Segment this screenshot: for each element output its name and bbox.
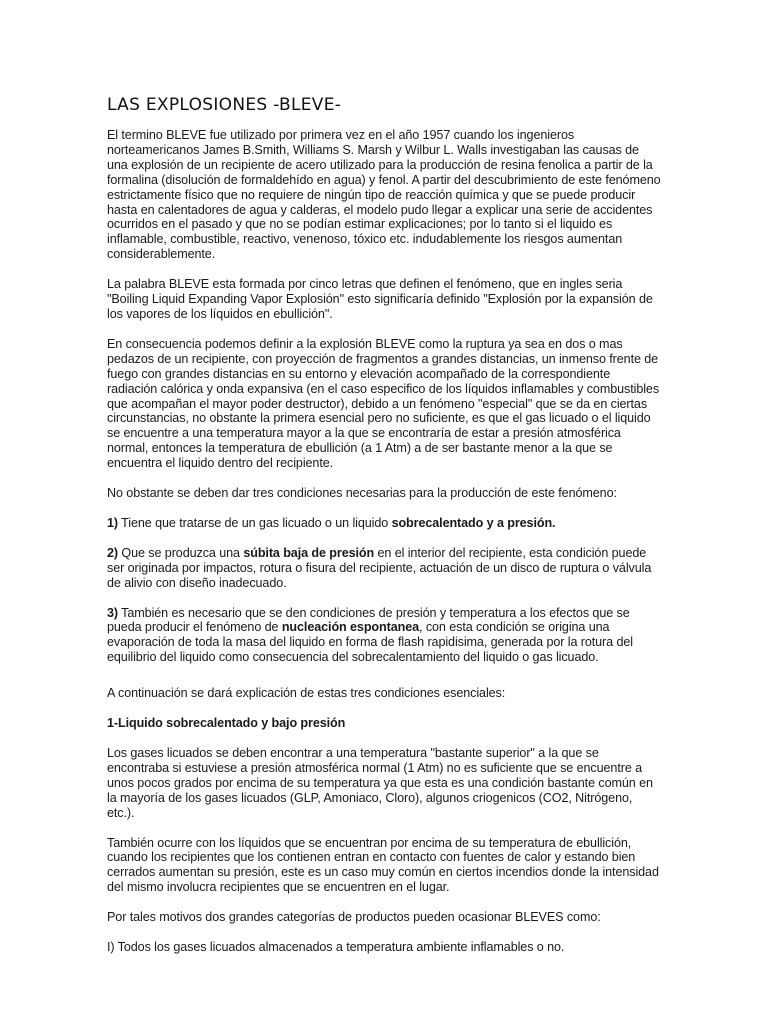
section-heading bbox=[107, 716, 662, 731]
condition-2-text-b: en el interior del recipiente, esta condición puede ser originada por impactos, rotura o fisura del recipiente, actuación de un disco de ruptura o válvula de alivio con diseño inadecuado. bbox=[107, 545, 652, 590]
document-body bbox=[107, 128, 662, 970]
condition-2-text-a: Que se produzca una bbox=[118, 545, 244, 560]
condition-3-number: 3) bbox=[107, 605, 118, 620]
condition-3-text-b: , con esta condición se origina una evaporación de toda la masa del liquido en forma de flash rapidisima, generada por la rotura del equilibrio del liquido como consecuencia del sobrecalentamiento del liquido o gas licuado. bbox=[107, 620, 633, 665]
condition-1-bold: sobrecalentado y a presión. bbox=[391, 515, 556, 530]
paragraph-superheated: Los gases licuados se deben encontrar a una temperatura "bastante superior" a la que se encontraba si estuviese a presión atmosférica normal (1 Atm) no es suficiente que se encuentre a unos pocos grados por encima de su temperatura ya que esta es una condición bastante común en la mayoría de los gases licuados (GLP, Amoniaco, Cloro), algunos criogenicos (CO2, Nitrógeno, etc.). bbox=[107, 746, 653, 820]
paragraph-acronym: La palabra BLEVE esta formada por cinco letras que definen el fenómeno, que en ingles seria "Boiling Liquid Expanding Vapor Explosión" esto significaría definido "Explosión por la expansión de los vapores de los líquidos en ebullición". bbox=[107, 277, 653, 321]
condition-2-number: 2) bbox=[107, 545, 118, 560]
paragraph-origin: El termino BLEVE fue utilizado por primera vez en el año 1957 cuando los ingenieros norteamericanos James B.Smith, Williams S. Marsh y Wilbur L. Walls investigaban las causas de una explosión de un recipiente de acero utilizado para la producción de resina fenolica a partir de la formalina (disolución de formaldehído en agua) y fenol. A partir del descubrimiento de este fenómeno estrictamente físico que no requiere de ningún tipo de reacción química y que se puede producir hasta en calentadores de agua y calderas, el modelo pudo llegar a explicar una serie de accidentes ocurridos en el pasado y que no se podían estimar explicaciones; por lo tanto si el liquido es inflamable, combustible, reactivo, venenoso, tóxico etc. indudablemente los riesgos aumentan considerablemente. bbox=[107, 128, 661, 262]
document-title: LAS EXPLOSIONES -BLEVE- bbox=[107, 95, 342, 115]
condition-1-text: Tiene que tratarse de un gas licuado o un liquido bbox=[118, 515, 392, 530]
paragraph-liquids: También ocurre con los líquidos que se encuentran por encima de su temperatura de ebullición, cuando los recipientes que los contienen entran en contacto con fuentes de calor y estando bien cerrados aumentan su presión, este es un caso muy común en ciertos incendios donde la intensidad del mismo involucra recipientes que se encuentren en el lugar. bbox=[107, 835, 659, 895]
condition-3-text-a: También es necesario que se den condiciones de presión y temperatura a los efectos que se pueda producir el fenómeno de bbox=[107, 605, 630, 635]
condition-3-bold: nucleación espontanea bbox=[281, 620, 420, 635]
condition-1-number: 1) bbox=[107, 515, 118, 530]
section-heading-text: 1-Liquido sobrecalentado y bajo presión bbox=[107, 716, 346, 731]
condition-1 bbox=[107, 516, 662, 531]
condition-3 bbox=[107, 606, 662, 666]
paragraph-categories: Por tales motivos dos grandes categorías de productos pueden ocasionar BLEVES como: bbox=[107, 910, 601, 925]
paragraph-category-1: I) Todos los gases licuados almacenados a temperatura ambiente inflamables o no. bbox=[107, 940, 565, 955]
paragraph-conditions-intro: No obstante se deben dar tres condiciones necesarias para la producción de este fenómeno: bbox=[107, 486, 617, 501]
paragraph-explanation-intro: A continuación se dará explicación de estas tres condiciones esenciales: bbox=[107, 686, 506, 701]
condition-2 bbox=[107, 546, 662, 591]
paragraph-definition: En consecuencia podemos definir a la explosión BLEVE como la ruptura ya sea en dos o mas pedazos de un recipiente, con proyección de fragmentos a grandes distancias, un inmenso frente de fuego con grandes distancias en su entorno y elevación acompañado de la correspondiente radiación calórica y onda expansiva (en el caso especifico de los líquidos inflamables y combustibles que acompañan el mayor poder destructor), debido a un fenómeno "especial" que se da en ciertas circunstancias, no obstante la primera esencial pero no suficiente, es que el gas licuado o el liquido se encuentre a una temperatura mayor a la que se encontraría de estar a presión atmosférica normal, entonces la temperatura de ebullición (a 1 Atm) a de ser bastante menor a la que se encuentra el liquido dentro del recipiente. bbox=[107, 336, 660, 471]
condition-2-bold: súbita baja de presión bbox=[243, 545, 375, 560]
